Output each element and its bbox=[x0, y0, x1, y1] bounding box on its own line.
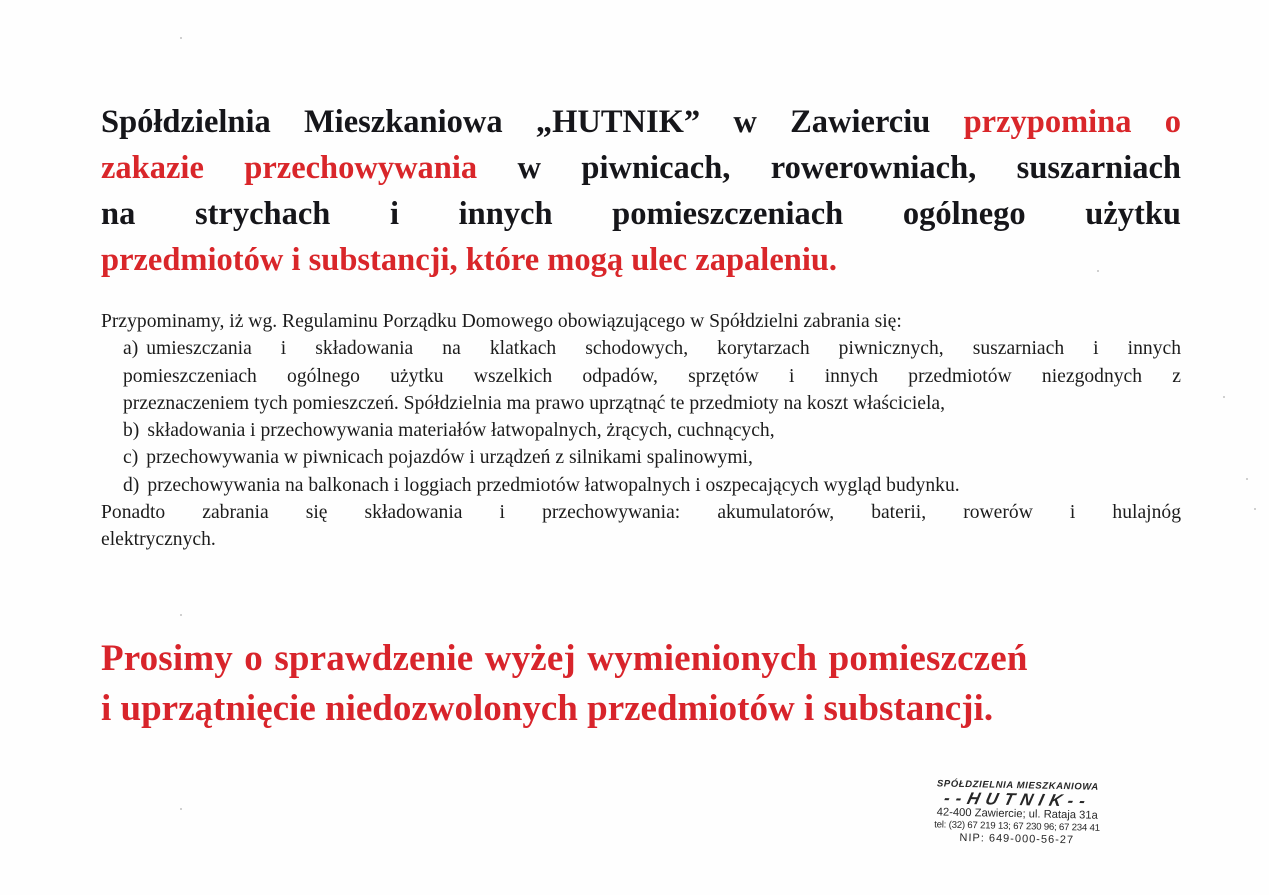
scan-speck bbox=[180, 614, 182, 616]
heading-text: na strychach i innych pomieszczeniach ogólnego użytku bbox=[101, 196, 1181, 232]
regulation-row bbox=[123, 472, 1181, 499]
regulation-item-d bbox=[101, 472, 1181, 499]
regulation-text: przechowywania na balkonach i loggiach przedmiotów łatwopalnych i oszpecających wygląd budynku. bbox=[147, 474, 960, 496]
heading-highlight: przedmiotów i substancji, które mogą ulec zapaleniu. bbox=[101, 242, 838, 278]
regulation-row bbox=[123, 335, 1181, 362]
heading-text: w piwnicach, rowerowniach, suszarniach bbox=[477, 150, 1182, 186]
stamp-nip: NIP: 649-000-56-27 bbox=[959, 831, 1075, 847]
regulations-intro: Przypominamy, iż wg. Regulaminu Porządku Domowego obowiązującego w Spółdzielni zabrania się: bbox=[101, 311, 902, 332]
scan-speck bbox=[1097, 270, 1099, 272]
heading-text: Spółdzielnia Mieszkaniowa „HUTNIK” w Zawierciu bbox=[101, 104, 964, 140]
closing-row: elektrycznych. bbox=[101, 529, 216, 551]
scan-speck bbox=[1246, 478, 1248, 480]
call-to-action bbox=[101, 634, 1181, 734]
regulation-row: przeznaczeniem tych pomieszczeń. Spółdzielnia ma prawo uprzątnąć te przedmioty na koszt właściciela, bbox=[123, 392, 946, 414]
cooperative-stamp bbox=[917, 778, 1118, 848]
stamp-brand: --HUTNIK-- bbox=[942, 788, 1094, 811]
heading-line-3 bbox=[101, 191, 1181, 237]
regulation-text: umieszczania i składowania na klatkach schodowych, korytarzach piwnicznych, suszarniach i innych bbox=[146, 338, 1181, 360]
regulation-row bbox=[123, 417, 1181, 444]
heading-line-1 bbox=[101, 99, 1181, 145]
notice-heading bbox=[101, 99, 1181, 283]
regulation-row bbox=[123, 444, 1181, 471]
regulation-item-c bbox=[101, 444, 1181, 471]
closing-row: Ponadto zabrania się składowania i przechowywania: akumulatorów, baterii, rowerów i hulajnóg bbox=[101, 502, 1181, 524]
stamp-phone: tel: (32) 67 219 13; 67 230 96; 67 234 41 bbox=[934, 819, 1100, 834]
list-marker: b) bbox=[123, 420, 140, 442]
scan-speck bbox=[1223, 396, 1225, 398]
regulation-text: przechowywania w piwnicach pojazdów i urządzeń z silnikami spalinowymi, bbox=[146, 447, 753, 469]
stamp-organization: SPÓŁDZIELNIA MIESZKANIOWA bbox=[936, 778, 1099, 793]
regulation-item-a bbox=[101, 335, 1181, 417]
scan-speck bbox=[1254, 508, 1256, 510]
list-marker: d) bbox=[123, 474, 140, 496]
regulations-closing bbox=[101, 499, 1181, 554]
stamp-address: 42-400 Zawiercie; ul. Rataja 31a bbox=[936, 806, 1098, 822]
list-marker: a) bbox=[123, 338, 139, 360]
heading-highlight: przypomina o bbox=[963, 104, 1181, 140]
regulations-body bbox=[101, 308, 1181, 554]
cta-line: i uprzątnięcie niedozwolonych przedmiotów i substancji. bbox=[101, 688, 994, 729]
cta-line: Prosimy o sprawdzenie wyżej wymienionych pomieszczeń bbox=[101, 638, 1028, 679]
scan-speck bbox=[180, 808, 182, 810]
heading-highlight: zakazie przechowywania bbox=[101, 150, 478, 186]
heading-line-4 bbox=[101, 237, 1181, 283]
regulation-row: pomieszczeniach ogólnego użytku wszelkich odpadów, sprzętów i innych przedmiotów niezgodnych z bbox=[123, 365, 1181, 387]
list-marker: c) bbox=[123, 447, 139, 469]
regulation-item-b bbox=[101, 417, 1181, 444]
scan-speck bbox=[180, 37, 182, 39]
regulation-text: składowania i przechowywania materiałów łatwopalnych, żrących, cuchnących, bbox=[147, 420, 775, 442]
heading-line-2 bbox=[101, 145, 1181, 191]
